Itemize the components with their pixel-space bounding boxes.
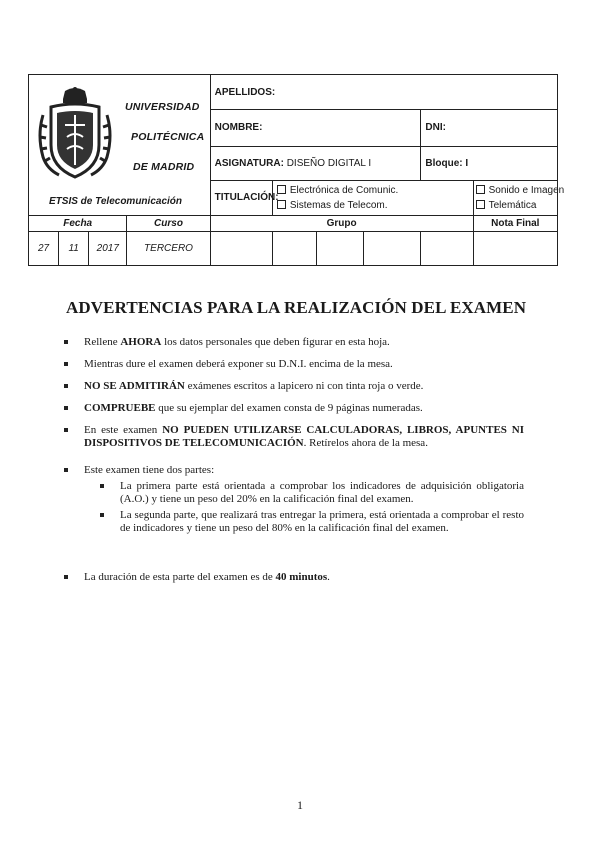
list-item: La duración de esta parte del examen es de 40 minutos.	[64, 571, 524, 584]
titulacion-options-right	[473, 180, 565, 215]
list-item: Este examen tiene dos partes: La primera parte está orientada a comprobar los indicadores de adquisición obligatoria (A.O.) y tiene un peso del 20% en la calificación final del examen. La segunda parte, que realizará tras entregar la primera, está orientada a comprobar el resto de indicadores y tiene un peso del 80% en la calificación final del examen.	[64, 464, 524, 535]
nota-final-cell[interactable]	[473, 232, 557, 266]
checkbox-icon[interactable]	[277, 185, 286, 194]
asignatura-field	[210, 146, 421, 180]
checkbox-icon[interactable]	[476, 200, 485, 209]
bullet-icon	[100, 484, 104, 488]
option-sonido[interactable]: Sonido e Imagen	[476, 183, 557, 198]
university-name-line3: DE MADRID	[133, 161, 195, 173]
grupo-cell-2[interactable]	[272, 232, 316, 266]
bullet-icon	[64, 575, 68, 579]
list-item: NO SE ADMITIRÁN exámenes escritos a lapicero ni con tinta roja o verde.	[64, 380, 524, 393]
curso-header: Curso	[127, 216, 210, 232]
asignatura-value: DISEÑO DIGITAL I	[286, 157, 372, 169]
checkbox-icon[interactable]	[277, 200, 286, 209]
checkbox-icon[interactable]	[476, 185, 485, 194]
option-sistemas[interactable]: Sistemas de Telecom.	[277, 198, 473, 213]
bullet-icon	[64, 428, 68, 432]
fecha-header: Fecha	[29, 216, 127, 232]
apellidos-label: APELLIDOS:	[214, 86, 276, 98]
page-title: ADVERTENCIAS PARA LA REALIZACIÓN DEL EXAMEN	[66, 298, 527, 317]
grupo-header: Grupo	[210, 216, 473, 232]
sub-list-item: La primera parte está orientada a comprobar los indicadores de adquisición obligatoria (A.O.) y tiene un peso del 20% en la calificación final del examen.	[100, 480, 524, 506]
titulacion-label-cell	[210, 180, 279, 215]
grupo-cell-3[interactable]	[317, 232, 364, 266]
date-month: 11	[59, 232, 89, 266]
bullet-icon	[64, 362, 68, 366]
titulacion-options-left	[272, 180, 473, 215]
nombre-label: NOMBRE:	[214, 122, 263, 134]
university-name-line1: UNIVERSIDAD	[125, 101, 200, 113]
bloque-label: Bloque: I	[425, 157, 469, 169]
dni-field[interactable]	[421, 110, 558, 146]
grupo-cell-4[interactable]	[364, 232, 421, 266]
page-number: 1	[297, 798, 303, 812]
curso-value: TERCERO	[127, 232, 210, 266]
exam-header-table	[28, 74, 565, 266]
bullet-icon	[64, 340, 68, 344]
list-item: Mientras dure el examen deberá exponer su D.N.I. encima de la mesa.	[64, 358, 524, 371]
list-item: Rellene AHORA los datos personales que deben figurar en esta hoja.	[64, 336, 524, 349]
grupo-cell-1[interactable]	[210, 232, 272, 266]
bullet-icon	[100, 513, 104, 517]
upm-crest-icon	[37, 85, 113, 181]
university-logo-block	[29, 75, 211, 216]
school-name: ETSIS de Telecomunicación	[49, 196, 182, 207]
nombre-field[interactable]	[210, 110, 421, 146]
grupo-cell-5[interactable]	[421, 232, 473, 266]
instructions-list	[64, 336, 524, 593]
date-day: 27	[29, 232, 59, 266]
list-item: En este examen NO PUEDEN UTILIZARSE CALCULADORAS, LIBROS, APUNTES NI DISPOSITIVOS DE TELECOMUNICACIÓN. Retírelos ahora de la mesa.	[64, 424, 524, 450]
option-electronica[interactable]: Electrónica de Comunic.	[277, 183, 473, 198]
titulacion-label: TITULACIÓN:	[214, 192, 279, 204]
list-item: COMPRUEBE que su ejemplar del examen consta de 9 páginas numeradas.	[64, 402, 524, 415]
option-telematica[interactable]: Telemática	[476, 198, 557, 213]
bullet-icon	[64, 384, 68, 388]
bullet-icon	[64, 468, 68, 472]
bullet-icon	[64, 406, 68, 410]
date-year: 2017	[89, 232, 127, 266]
bloque-field	[421, 146, 558, 180]
nota-final-header: Nota Final	[473, 216, 557, 232]
asignatura-label: ASIGNATURA:	[214, 157, 284, 169]
dni-label: DNI:	[425, 122, 446, 134]
sub-list-item: La segunda parte, que realizará tras entregar la primera, está orientada a comprobar el resto de indicadores y tiene un peso del 80% en la calificación final del examen.	[100, 509, 524, 535]
apellidos-field[interactable]	[210, 75, 557, 110]
university-name-line2: POLITÉCNICA	[131, 131, 205, 143]
